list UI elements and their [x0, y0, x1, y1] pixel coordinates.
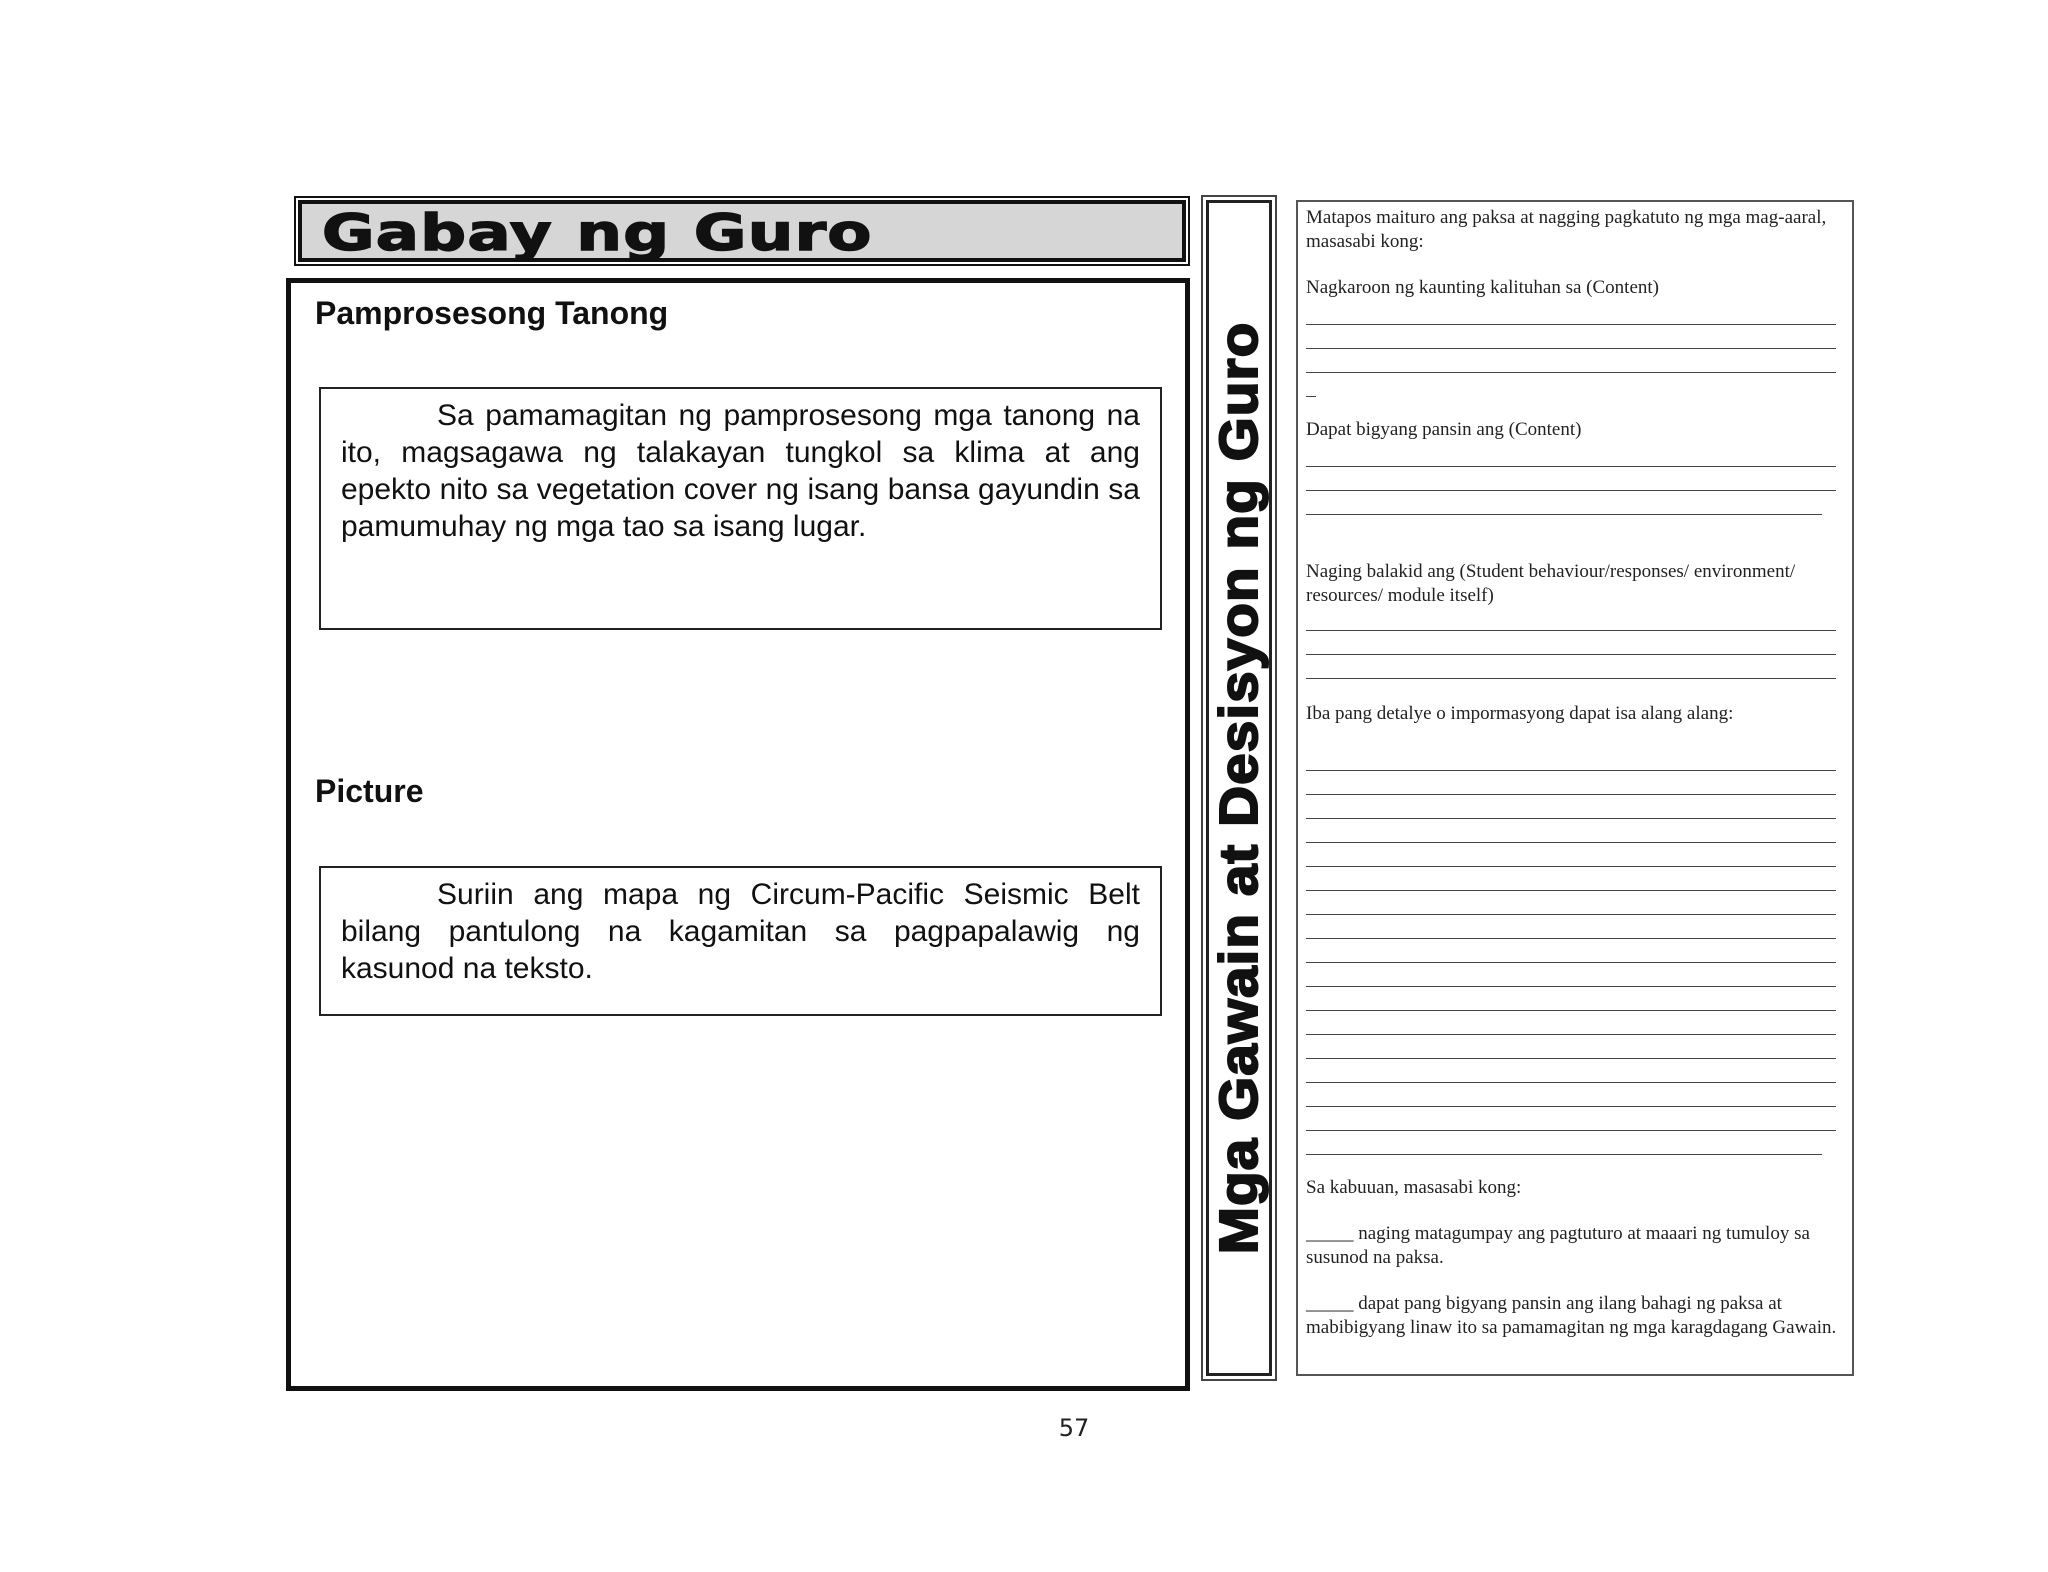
write-line	[1306, 396, 1316, 397]
write-line	[1306, 678, 1836, 679]
write-line	[1306, 1130, 1836, 1131]
write-line	[1306, 514, 1822, 515]
write-line	[1306, 1106, 1836, 1107]
write-line	[1306, 654, 1836, 655]
write-line	[1306, 962, 1836, 963]
write-line	[1306, 466, 1836, 467]
write-line	[1306, 770, 1836, 771]
reflection-question-attention: Dapat bigyang pansin ang (Content)	[1306, 419, 1582, 440]
write-line	[1306, 1034, 1836, 1035]
teacher-reflection-panel	[1296, 200, 1854, 1376]
write-line	[1306, 1010, 1836, 1011]
write-line	[1306, 1058, 1836, 1059]
write-line	[1306, 794, 1836, 795]
write-line	[1306, 324, 1836, 325]
teacher-activities-label: Mga Gawain at Desisyon ng Guro	[1209, 321, 1269, 1255]
reflection-question-confusion: Nagkaroon ng kaunting kalituhan sa (Content)	[1306, 277, 1660, 298]
reflection-intro: Matapos maituro ang paksa at nagging pagkatuto ng mga mag-aaral, masasabi kong:	[1306, 207, 1827, 252]
write-line	[1306, 630, 1836, 631]
section-heading-picture: Picture	[315, 773, 424, 809]
teacher-activities-band	[1206, 200, 1272, 1376]
reflection-option-needs-attention: _____ dapat pang bigyang pansin ang ilang bahagi ng paksa at mabibigyang linaw ito sa pamamagitan ng mga karagdagang Gawain.	[1306, 1293, 1837, 1338]
banner-title: Gabay ng Guro	[322, 204, 873, 262]
reflection-question-obstacles: Naging balakid ang (Student behaviour/responses/ environment/ resources/ module itself)	[1306, 561, 1796, 606]
main-panel	[286, 278, 1190, 1391]
page-number: 57	[1058, 1414, 1090, 1442]
write-line	[1306, 890, 1836, 891]
write-line	[1306, 986, 1836, 987]
processing-questions-box	[319, 387, 1162, 630]
picture-instructions-box	[319, 866, 1162, 1016]
guide-banner	[298, 200, 1186, 262]
write-line	[1306, 372, 1836, 373]
write-line	[1306, 914, 1836, 915]
write-line	[1306, 348, 1836, 349]
reflection-option-successful: _____ naging matagumpay ang pagtuturo at maaari ng tumuloy sa susunod na paksa.	[1306, 1223, 1810, 1268]
write-line	[1306, 1154, 1822, 1155]
write-line	[1306, 842, 1836, 843]
write-line	[1306, 866, 1836, 867]
picture-instructions-text: Suriin ang mapa ng Circum-Pacific Seismic Belt bilang pantulong na kagamitan sa pagpapalawig ng kasunod na teksto.	[341, 878, 1140, 985]
write-line	[1306, 818, 1836, 819]
reflection-summary: Sa kabuuan, masasabi kong:	[1306, 1177, 1522, 1198]
write-line	[1306, 938, 1836, 939]
processing-questions-text: Sa pamamagitan ng pamprosesong mga tanong na ito, magsagawa ng talakayan tungkol sa klima at ang epekto nito sa vegetation cover ng isang bansa gayundin sa pamumuhay ng mga tao sa isang lugar.	[341, 399, 1140, 543]
reflection-question-other-details: Iba pang detalye o impormasyong dapat isa alang alang:	[1306, 703, 1734, 724]
section-heading-processing-questions: Pamprosesong Tanong	[315, 295, 669, 331]
write-line	[1306, 490, 1836, 491]
write-line	[1306, 1082, 1836, 1083]
